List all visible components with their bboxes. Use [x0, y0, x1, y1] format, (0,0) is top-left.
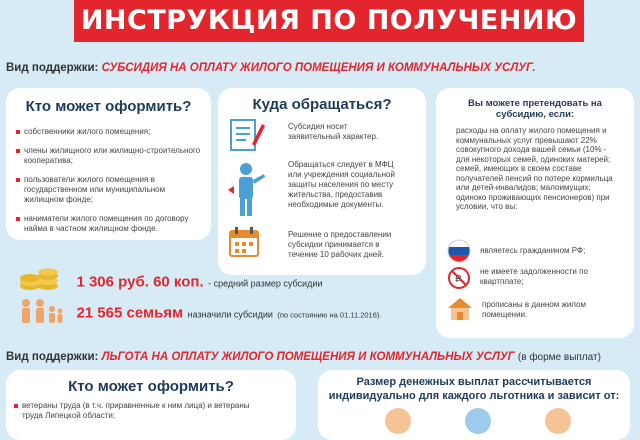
where-text: Обращаться следует в МФЦ или учреждения социальной защиты населения по месту жительства, предоставив необходимые документы.	[288, 160, 395, 209]
who-list	[16, 127, 201, 234]
calendar-icon	[228, 226, 262, 263]
average-subsidy-stat	[18, 268, 322, 297]
payments-title-line2: индивидуально для каждого льготника и зависит от:	[328, 390, 620, 402]
list-item: члены жилищного или жилищно-строительного кооператива;	[16, 146, 201, 166]
condition-text: не имеете задолженности по квартплате;	[480, 267, 588, 286]
condition-text: прописаны в данном жилом помещении.	[482, 300, 586, 319]
who-card	[6, 88, 211, 240]
where-text: Субсидия носит заявительный характер.	[288, 122, 379, 141]
svg-text:₽: ₽	[455, 274, 462, 285]
families-date: (по состоянию на 01.11.2016).	[277, 310, 382, 320]
list-item: собственники жилого помещения;	[16, 127, 201, 137]
payments-title-line1: Размер денежных выплат рассчитывается	[356, 376, 592, 388]
document-pen-icon	[228, 118, 266, 157]
condition-text: являетесь гражданином РФ;	[480, 246, 586, 255]
support-label: Вид поддержки:	[6, 351, 99, 363]
where-row	[228, 160, 404, 225]
family-icon	[18, 298, 64, 329]
page-title: ИНСТРУКЦИЯ ПО ПОЛУЧЕНИЮ	[74, 0, 584, 42]
average-amount: 1 306 руб. 60 коп.	[76, 273, 204, 291]
where-card	[218, 88, 426, 275]
support-type-line-2	[6, 351, 601, 363]
support-value: ЛЬГОТА НА ОПЛАТУ ЖИЛОГО ПОМЕЩЕНИЯ И КОММУНАЛЬНЫХ УСЛУГ	[101, 351, 515, 363]
condition-row	[446, 296, 592, 327]
families-stat	[18, 298, 381, 329]
families-count: 21 565 семьям	[76, 304, 184, 322]
support-value: СУБСИДИЯ НА ОПЛАТУ ЖИЛОГО ПОМЕЩЕНИЯ И КОММУНАЛЬНЫХ УСЛУГ.	[101, 62, 536, 74]
eligibility-card	[436, 88, 634, 338]
coins-icon	[18, 268, 62, 297]
circle-icon	[545, 408, 571, 434]
average-note: - средний размер субсидии	[208, 278, 323, 289]
eligibility-title: Вы можете претендовать на субсидию, если:	[468, 98, 602, 120]
condition-row	[446, 265, 610, 296]
payments-card	[318, 370, 630, 440]
list-item: пользователи жилого помещения в государственном или муниципальном жилищном фонде;	[16, 175, 201, 205]
person-pointing-icon	[228, 160, 266, 225]
eligibility-text: расходы на оплату жилого помещения и коммунальных услуг превышают 22% совокупного дохода вашей семьи (10% - для некоторых семей, одиноких матерей; семей, имеющих в своем составе получателей пенсий по потере кормильца или детей-инвалидов; малоимущих; одиноко проживающих пенсионеров) при условии, что вы:	[456, 126, 613, 211]
circle-icon	[465, 408, 491, 434]
who-title: Кто может оформить?	[25, 98, 192, 115]
no-debt-icon	[446, 265, 472, 296]
house-icon	[446, 296, 474, 327]
payments-icons	[358, 408, 598, 434]
families-note: назначили субсидии	[187, 309, 273, 320]
support-label: Вид поддержки:	[6, 62, 99, 74]
who-card-2	[6, 370, 296, 440]
circle-icon	[385, 408, 411, 434]
where-row	[228, 226, 400, 263]
support-type-line	[6, 62, 536, 74]
list-item: наниматели жилого помещения по договору найма в частном жилищном фонде.	[16, 214, 201, 234]
support-suffix: (в форме выплат)	[517, 352, 601, 363]
who-title-2: Кто может оформить?	[68, 378, 234, 395]
where-title: Куда обращаться?	[252, 96, 392, 113]
where-row	[228, 118, 398, 157]
list-item: ветераны труда (в т.ч. приравненные к ним лица) и ветераны труда Липецкой области;	[14, 401, 256, 421]
where-text: Решение о предоставлении субсидии принимается в течение 10 рабочих дней.	[288, 230, 392, 259]
who-list-2	[14, 401, 256, 421]
